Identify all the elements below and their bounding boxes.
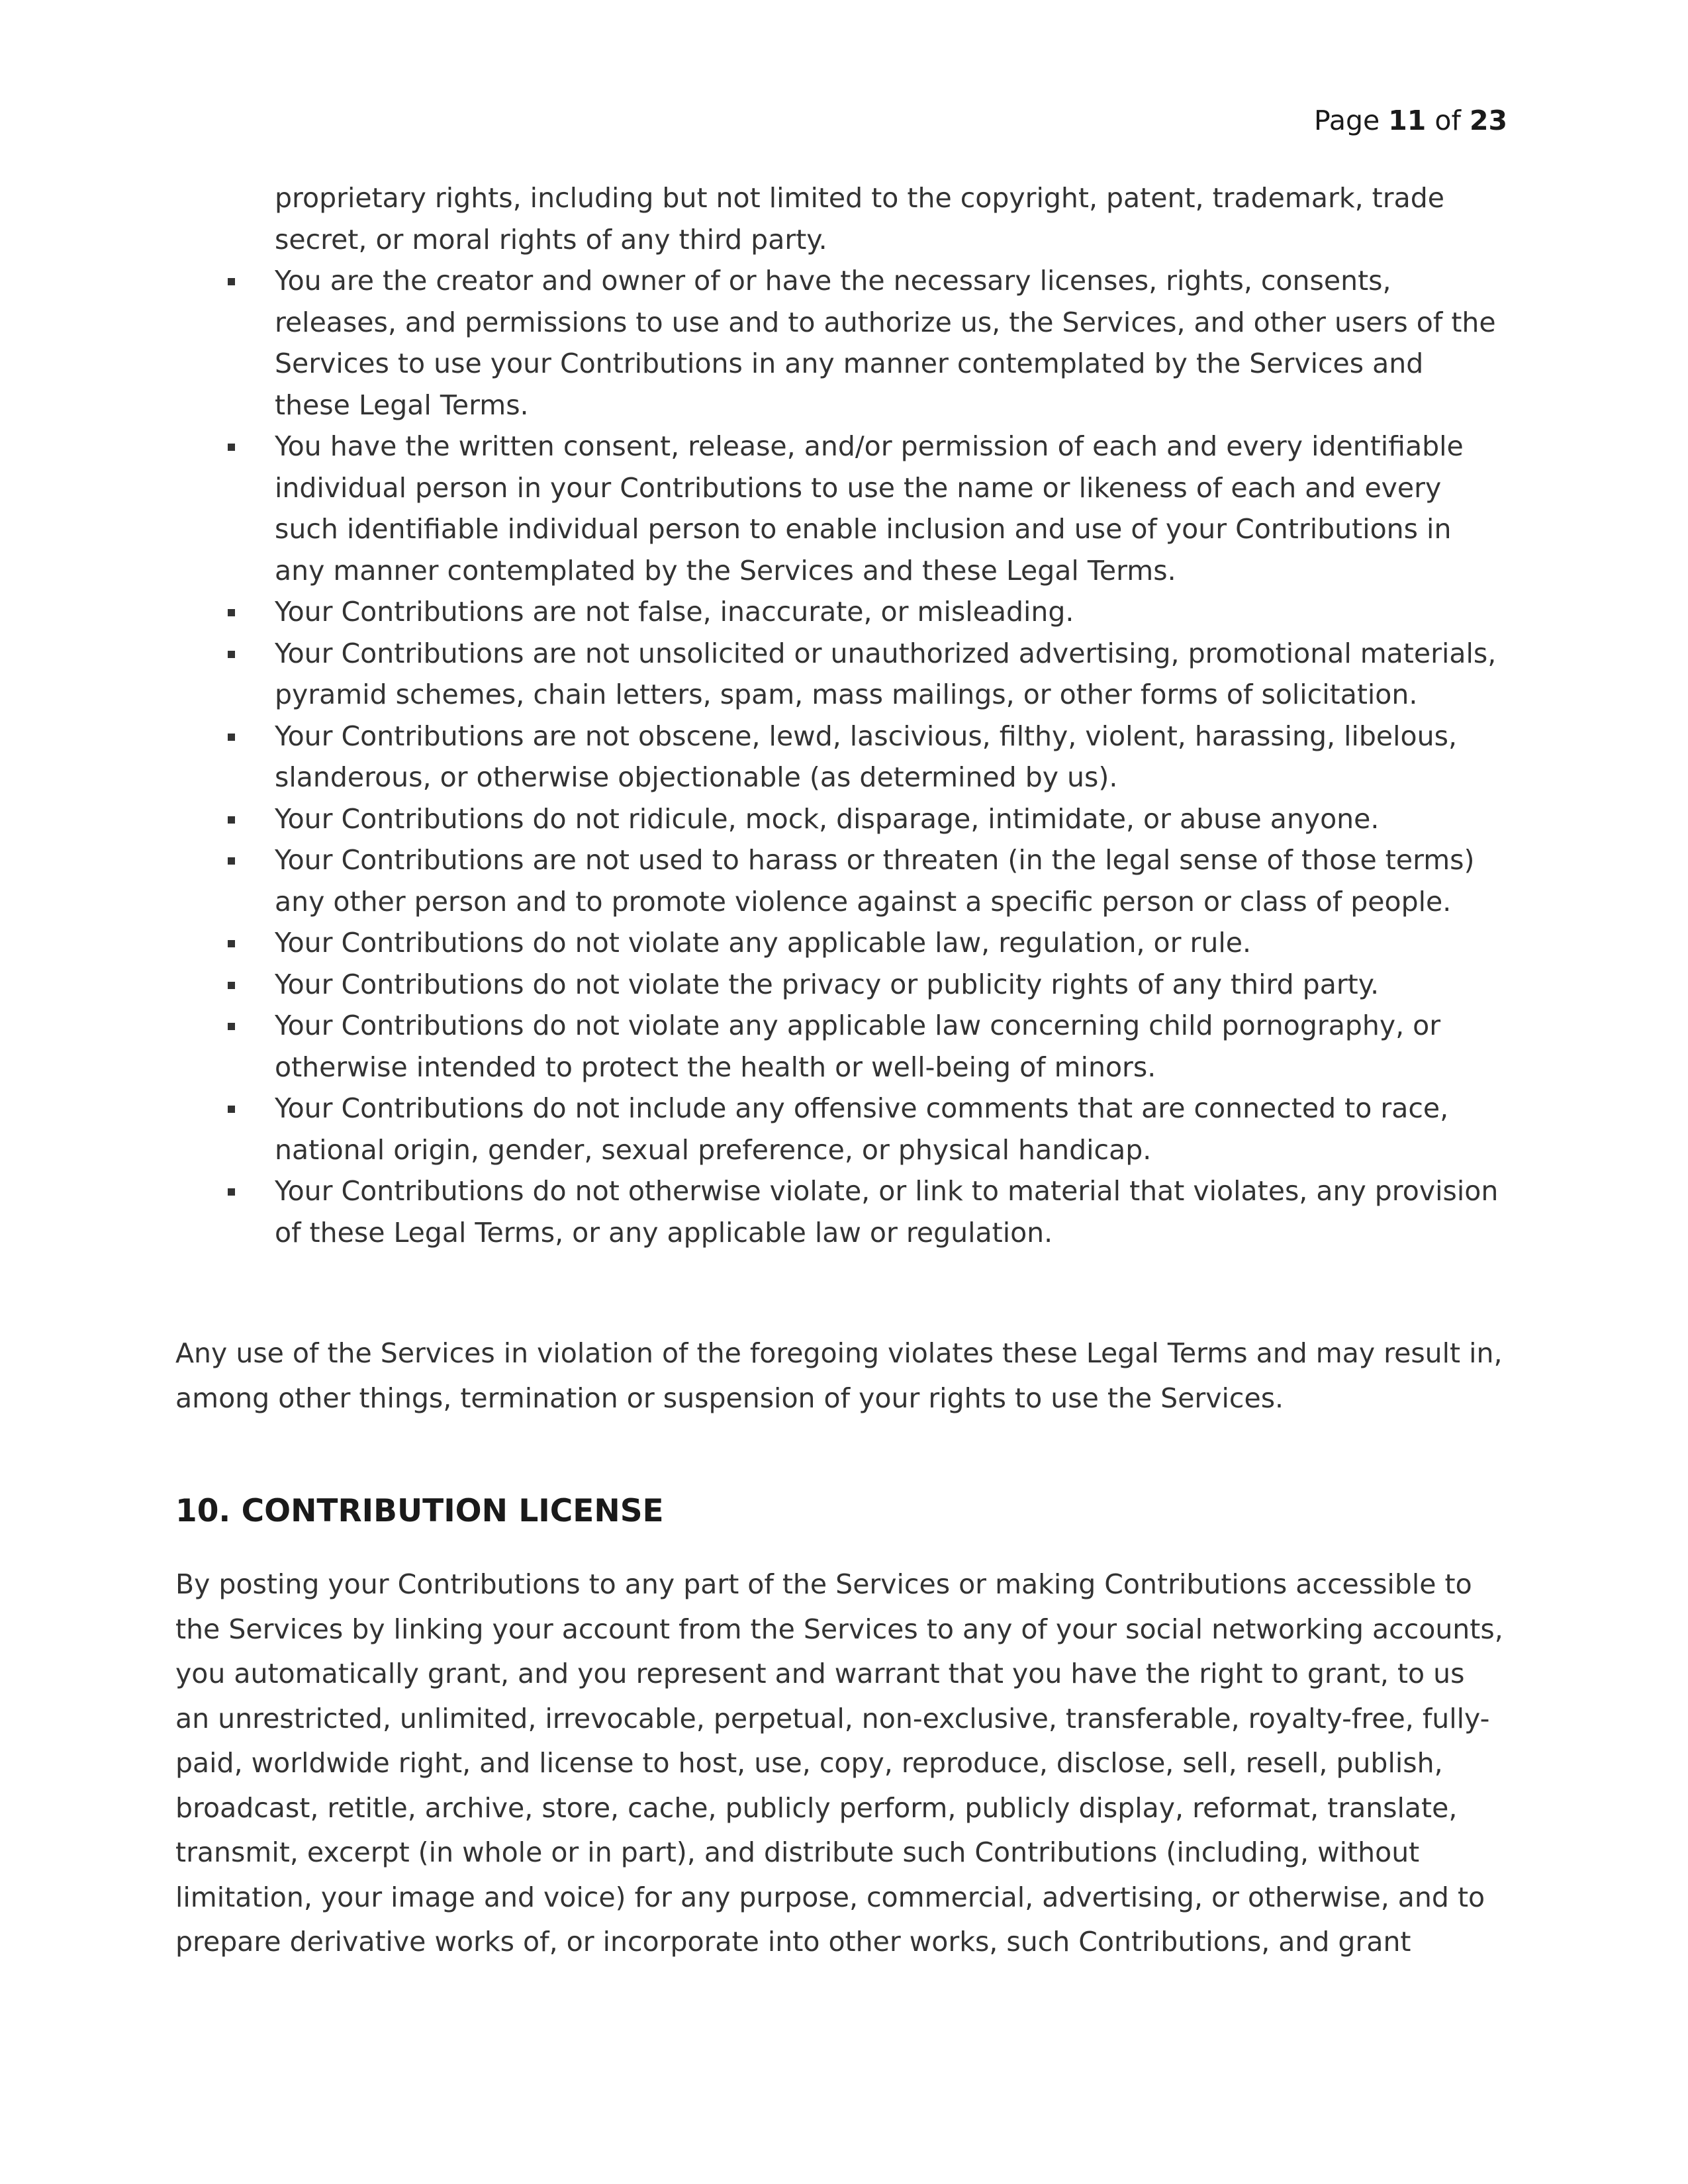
contribution-license-paragraph: By posting your Contributions to any part of the Services or making Contributions accessible to the Services by linking your account from the Services to any of your social networking accounts, you automatically grant, and you represent and warrant that you have the right to grant, to us an unrestricted, unlimited, irrevocable, perpetual, non-exclusive, transferable, royalty-free, fully-paid, worldwide right, and license to host, use, copy, reproduce, disclose, sell, resell, publish, broadcast, retitle, archive, store, cache, publicly perform, publicly display, reformat, translate, transmit, excerpt (in whole or in part), and distribute such Contributions (including, without limitation, your image and voice) for any purpose, commercial, advertising, or otherwise, and to prepare derivative works of, or incorporate into other works, such Contributions, and grant	[175, 1568, 1503, 1958]
list-item-continued	[175, 177, 1503, 260]
list-item-text: Your Contributions are not unsolicited or unauthorized advertising, promotional materials, pyramid schemes, chain letters, spam, mass mailings, or other forms of solicitation.	[275, 637, 1497, 710]
list-item	[175, 591, 1503, 633]
square-bullet-icon	[228, 940, 235, 947]
violation-paragraph: Any use of the Services in violation of the foregoing violates these Legal Terms and may result in, among other things, termination or suspension of your rights to use the Services.	[175, 1337, 1503, 1414]
square-bullet-icon	[228, 1023, 235, 1030]
square-bullet-icon	[228, 444, 235, 451]
list-item-text: Your Contributions are not false, inaccurate, or misleading.	[275, 596, 1074, 628]
list-item	[175, 426, 1503, 591]
list-item	[175, 1170, 1503, 1253]
page-of: of	[1434, 105, 1461, 136]
list-item-text: Your Contributions do not violate the privacy or publicity rights of any third party.	[275, 968, 1380, 1000]
list-item	[175, 716, 1503, 798]
square-bullet-icon	[228, 651, 235, 658]
list-item	[175, 839, 1503, 922]
list-item-text: You have the written consent, release, and/or permission of each and every identifiable individual person in your Contributions to use the name or likeness of each and every such identifiable individual person to enable inclusion and use of your Contributions in any manner contemplated by the Services and these Legal Terms.	[275, 430, 1464, 587]
contribution-rules-list	[175, 177, 1503, 1253]
page-label: Page	[1313, 105, 1380, 136]
list-item	[175, 964, 1503, 1006]
list-item	[175, 922, 1503, 964]
list-item-text: Your Contributions do not violate any applicable law, regulation, or rule.	[275, 927, 1252, 959]
page-total: 23	[1469, 105, 1507, 136]
list-item-text: Your Contributions are not obscene, lewd, lascivious, filthy, violent, harassing, libelous, slanderous, or otherwise objectionable (as determined by us).	[275, 720, 1458, 793]
list-item-text: Your Contributions do not include any offensive comments that are connected to race, national origin, gender, sexual preference, or physical handicap.	[275, 1092, 1449, 1166]
square-bullet-icon	[228, 609, 235, 616]
page-current: 11	[1388, 105, 1427, 136]
list-item	[175, 1005, 1503, 1088]
list-item-text: Your Contributions do not otherwise violate, or link to material that violates, any provision of these Legal Terms, or any applicable law or regulation.	[275, 1175, 1499, 1249]
list-item-text: You are the creator and owner of or have the necessary licenses, rights, consents, releases, and permissions to use and to authorize us, the Services, and other users of the Services to use your Contributions in any manner contemplated by the Services and these Legal Terms.	[275, 265, 1496, 421]
list-item-text: Your Contributions do not violate any applicable law concerning child pornography, or otherwise intended to protect the health or well-being of minors.	[275, 1010, 1441, 1083]
list-item-text: proprietary rights, including but not limited to the copyright, patent, trademark, trade secret, or moral rights of any third party.	[275, 182, 1444, 256]
square-bullet-icon	[228, 1106, 235, 1113]
square-bullet-icon	[228, 278, 235, 285]
square-bullet-icon	[228, 734, 235, 741]
page-number	[1314, 103, 1507, 138]
list-item-text: Your Contributions do not ridicule, mock, disparage, intimidate, or abuse anyone.	[275, 802, 1380, 835]
list-item-text: Your Contributions are not used to harass or threaten (in the legal sense of those terms) any other person and to promote violence against a specific person or class of people.	[275, 844, 1475, 918]
section-heading-contribution-license: 10. CONTRIBUTION LICENSE	[175, 1493, 664, 1529]
square-bullet-icon	[228, 1188, 235, 1196]
list-item	[175, 1088, 1503, 1170]
list-item	[175, 633, 1503, 716]
square-bullet-icon	[228, 982, 235, 989]
list-item	[175, 260, 1503, 426]
list-item	[175, 798, 1503, 840]
square-bullet-icon	[228, 857, 235, 865]
square-bullet-icon	[228, 816, 235, 824]
